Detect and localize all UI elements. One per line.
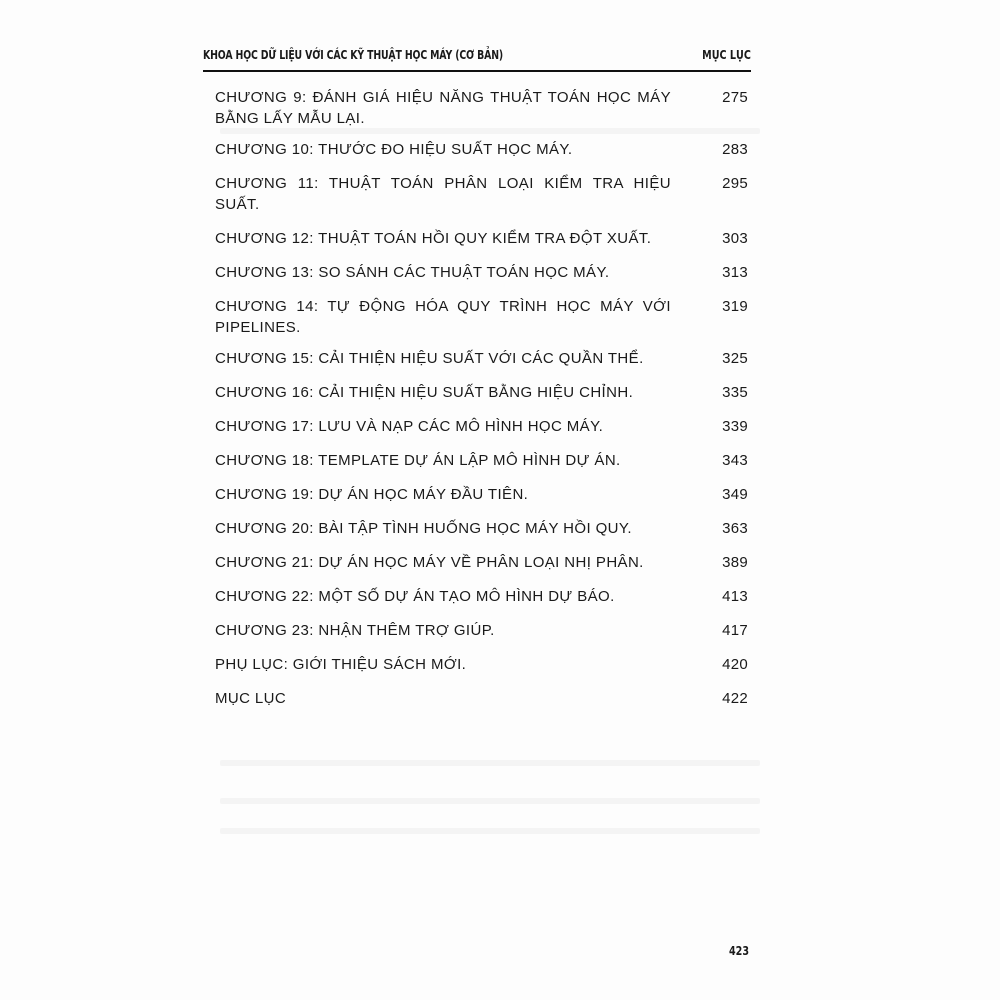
toc-entry-title: CHƯƠNG 19: DỰ ÁN HỌC MÁY ĐẦU TIÊN. — [215, 486, 529, 503]
toc-entry-page: 363 — [722, 520, 748, 537]
toc-entry-title: CHƯƠNG 11: THUẬT TOÁN PHÂN LOẠI KIỂM TRA HIỆU SUẤT. — [215, 175, 671, 213]
toc-entry — [215, 416, 748, 437]
toc-entry-title: PHỤ LỤC: GIỚI THIỆU SÁCH MỚI. — [215, 656, 467, 673]
toc-entry — [215, 87, 748, 129]
toc-entry-title: CHƯƠNG 15: CẢI THIỆN HIỆU SUẤT VỚI CÁC QUẦN THỂ. — [215, 350, 644, 367]
toc-entry-title: CHƯƠNG 22: MỘT SỐ DỰ ÁN TẠO MÔ HÌNH DỰ BÁO. — [215, 588, 615, 605]
toc-entry-page: 319 — [722, 298, 748, 315]
toc-entry — [215, 688, 748, 709]
bleed-through-line — [220, 760, 760, 766]
toc-entry-page: 295 — [722, 175, 748, 192]
page-number: 423 — [729, 944, 750, 958]
toc-entry-page: 313 — [722, 264, 748, 281]
toc-entry — [215, 450, 748, 471]
toc-entry-title: CHƯƠNG 23: NHẬN THÊM TRỢ GIÚP. — [215, 622, 495, 639]
toc-entry — [215, 296, 748, 338]
toc-entry-page: 303 — [722, 230, 748, 247]
toc-entry — [215, 228, 748, 249]
bleed-through-line — [220, 828, 760, 834]
toc-entry — [215, 173, 748, 215]
toc-entry-title: CHƯƠNG 21: DỰ ÁN HỌC MÁY VỀ PHÂN LOẠI NHỊ PHÂN. — [215, 554, 644, 571]
toc-entry-page: 349 — [722, 486, 748, 503]
toc-entry-title: CHƯƠNG 12: THUẬT TOÁN HỒI QUY KIỂM TRA ĐỘT XUẤT. — [215, 230, 652, 247]
toc-entry-page: 420 — [722, 656, 748, 673]
toc-entry-title: CHƯƠNG 17: LƯU VÀ NẠP CÁC MÔ HÌNH HỌC MÁY. — [215, 418, 604, 435]
toc-entry-title: CHƯƠNG 9: ĐÁNH GIÁ HIỆU NĂNG THUẬT TOÁN HỌC MÁY BẰNG LẤY MẪU LẠI. — [215, 89, 671, 127]
toc-entry-title: CHƯƠNG 18: TEMPLATE DỰ ÁN LẬP MÔ HÌNH DỰ ÁN. — [215, 452, 621, 469]
toc-entry-title: CHƯƠNG 16: CẢI THIỆN HIỆU SUẤT BẰNG HIỆU CHỈNH. — [215, 384, 634, 401]
toc-entry — [215, 139, 748, 160]
toc-entry-page: 335 — [722, 384, 748, 401]
toc-entry — [215, 382, 748, 403]
toc-entry-title: CHƯƠNG 14: TỰ ĐỘNG HÓA QUY TRÌNH HỌC MÁY VỚI PIPELINES. — [215, 298, 671, 336]
toc-entry-page: 275 — [722, 89, 748, 106]
toc-entry-title: MỤC LỤC — [215, 690, 287, 707]
toc-entry-page: 389 — [722, 554, 748, 571]
book-title: KHOA HỌC DỮ LIỆU VỚI CÁC KỸ THUẬT HỌC MÁY (CƠ BẢN) — [203, 48, 504, 62]
toc-entry-page: 325 — [722, 350, 748, 367]
toc-entry — [215, 552, 748, 573]
section-title: MỤC LỤC — [702, 48, 751, 62]
running-header — [203, 40, 751, 72]
bleed-through-line — [220, 798, 760, 804]
toc-entry-title: CHƯƠNG 10: THƯỚC ĐO HIỆU SUẤT HỌC MÁY. — [215, 141, 573, 158]
toc-entry-page: 283 — [722, 141, 748, 158]
toc-entry-title: CHƯƠNG 20: BÀI TẬP TÌNH HUỐNG HỌC MÁY HỒI QUY. — [215, 520, 632, 537]
toc-entry — [215, 620, 748, 641]
toc-entry-page: 339 — [722, 418, 748, 435]
toc-entry-page: 413 — [722, 588, 748, 605]
toc-entry-title: CHƯƠNG 13: SO SÁNH CÁC THUẬT TOÁN HỌC MÁY. — [215, 264, 610, 281]
toc-entry — [215, 518, 748, 539]
table-of-contents — [215, 87, 748, 722]
toc-entry — [215, 348, 748, 369]
toc-entry-page: 417 — [722, 622, 748, 639]
toc-entry-page: 422 — [722, 690, 748, 707]
toc-entry — [215, 262, 748, 283]
toc-entry — [215, 484, 748, 505]
toc-entry — [215, 654, 748, 675]
toc-entry — [215, 586, 748, 607]
toc-entry-page: 343 — [722, 452, 748, 469]
